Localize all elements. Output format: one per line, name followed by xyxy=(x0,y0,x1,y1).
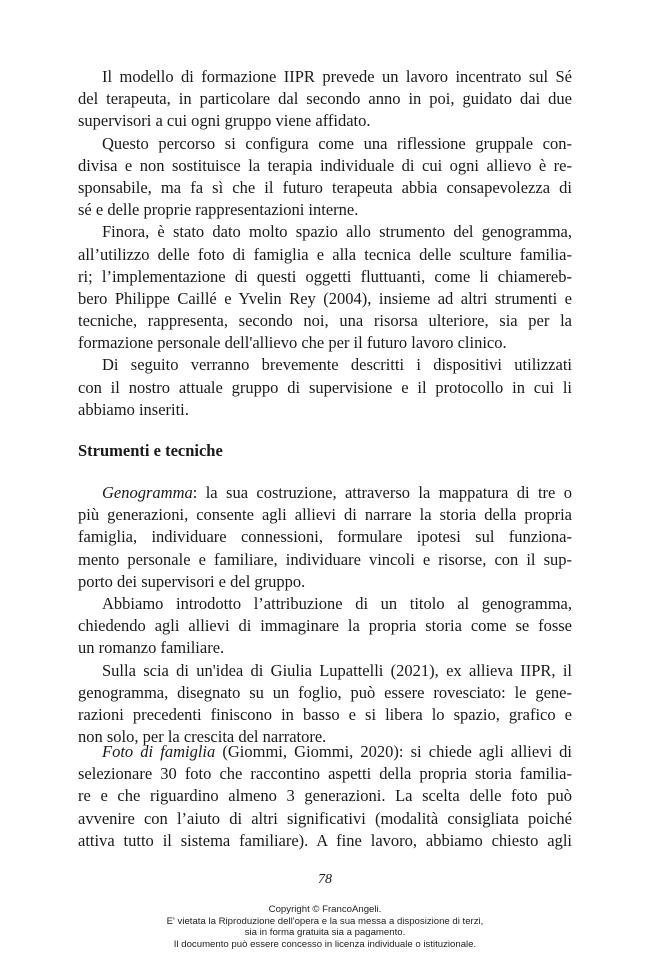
page-number: 78 xyxy=(318,872,332,887)
text-line: divisa e non sostituisce la terapia individuale di cui ogni allievo è re- xyxy=(78,155,572,175)
text-line xyxy=(78,741,572,763)
footer-line: sia in forma gratuita sia a pagamento. xyxy=(244,927,406,939)
text-line: bero Philippe Caillé e Yvelin Rey (2004), insieme ad altri strumenti e xyxy=(78,288,572,308)
text-line: Il modello di formazione IIPR prevede un lavoro incentrato sul Sé xyxy=(102,67,572,86)
text-line: selezionare 30 foto che raccontino aspetti della propria storia familia- xyxy=(78,764,572,784)
text-line: porto dei supervisori e del gruppo. xyxy=(78,571,306,591)
text-line: all’utilizzo delle foto di famiglia e alla tecnica delle sculture familia- xyxy=(78,244,572,264)
text-line: con il nostro attuale gruppo di supervisione e il protocollo in cui li xyxy=(78,377,572,397)
genogramma-section xyxy=(78,482,572,748)
text-line: supervisori a cui ogni gruppo viene affidato. xyxy=(78,111,371,131)
footer-line: E' vietata la Riproduzione dell'opera e la sua messa a disposizione di terzi, xyxy=(166,915,484,927)
text-line: Finora, è stato dato molto spazio allo strumento del genogramma, xyxy=(102,222,572,242)
copyright-footer xyxy=(0,904,650,951)
text-line: abbiamo inseriti. xyxy=(78,399,189,419)
text-line: Sulla scia di un'idea di Giulia Lupattelli (2021), ex allieva IIPR, il xyxy=(102,660,572,680)
term-foto-di-famiglia: Foto di famiglia xyxy=(102,742,216,761)
body-text xyxy=(78,66,572,421)
text-line: Di seguito verranno brevemente descritti i dispositivi utilizzati xyxy=(102,355,572,375)
foto-di-famiglia-section xyxy=(78,741,572,852)
text-line xyxy=(78,482,572,504)
text-line: del terapeuta, in particolare dal secondo anno in poi, guidato dai due xyxy=(78,89,572,109)
term-genogramma: Genogramma xyxy=(102,483,193,502)
text-line: ri; l’implementazione di questi oggetti fluttuanti, come li chiamereb- xyxy=(78,266,572,286)
text-line: un romanzo familiare. xyxy=(78,638,225,658)
text-line: mento personale e familiare, individuare vincoli e risorse, con il sup- xyxy=(78,549,572,569)
text-line: Abbiamo introdotto l’attribuzione di un titolo al genogramma, xyxy=(102,593,572,613)
text-line: tecniche, rappresenta, secondo noi, una risorsa ulteriore, sia per la xyxy=(78,311,572,331)
text-fragment: (Giommi, Giommi, 2020): si chiede agli allievi di xyxy=(215,742,573,761)
text-line: avvenire con l’aiuto di altri significativi (modalità consigliata poiché xyxy=(78,808,572,828)
text-line: più generazioni, consente agli allievi di narrare la storia della propria xyxy=(78,505,572,525)
text-line: sponsabile, ma fa sì che il futuro terapeuta abbia consapevolezza di xyxy=(78,177,572,197)
text-line: non solo, per la crescita del narratore. xyxy=(78,727,327,747)
text-fragment: : la sua costruzione, attraverso la mappatura di tre o xyxy=(192,483,572,502)
text-line: formazione personale dell'allievo che per il futuro lavoro clinico. xyxy=(78,333,507,353)
text-line: sé e delle proprie rappresentazioni interne. xyxy=(78,200,359,220)
text-line: re e che riguardino almeno 3 generazioni. La scelta delle foto può xyxy=(78,786,572,806)
footer-line: Copyright © FrancoAngeli. xyxy=(268,904,382,915)
section-heading: Strumenti e tecniche xyxy=(78,441,223,460)
text-line: Questo percorso si configura come una riflessione gruppale con- xyxy=(102,133,572,153)
text-line: razioni precedenti finiscono in basso e si libera lo spazio, grafico e xyxy=(78,704,572,724)
text-line: attiva tutto il sistema familiare). A fine lavoro, abbiamo chiesto agli xyxy=(78,830,572,850)
footer-line: Il documento può essere concesso in licenza individuale o istituzionale. xyxy=(173,939,477,951)
text-line: genogramma, disegnato su un foglio, può essere rovesciato: le gene- xyxy=(78,682,572,702)
text-line: famiglia, individuare connessioni, formulare ipotesi sul funziona- xyxy=(78,527,572,547)
text-line: chiedendo agli allievi di immaginare la propria storia come se fosse xyxy=(78,616,572,636)
